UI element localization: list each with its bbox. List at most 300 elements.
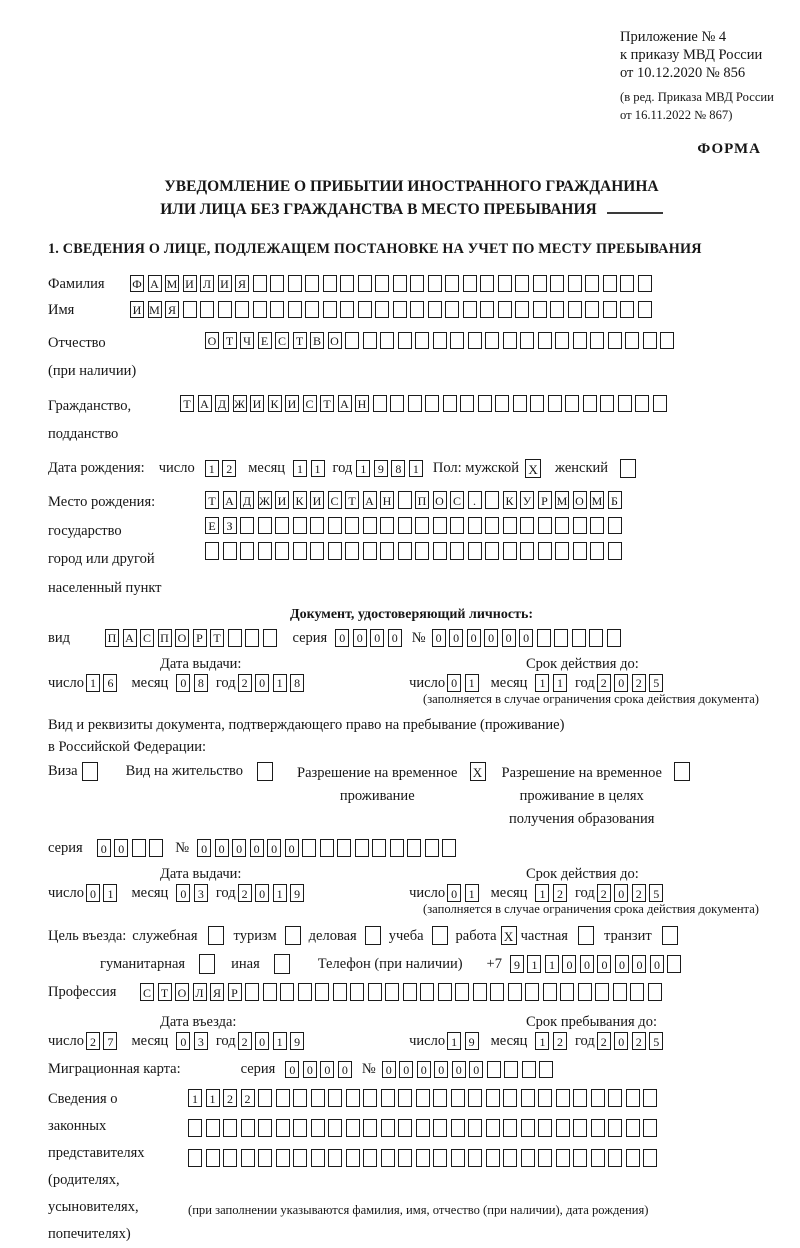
form-cell[interactable]	[253, 275, 267, 293]
birth-day-cells[interactable]	[205, 460, 237, 478]
form-cell[interactable]	[450, 517, 464, 535]
form-cell[interactable]: 2	[597, 674, 611, 692]
form-cell[interactable]	[420, 983, 434, 1001]
form-cell[interactable]: .	[468, 491, 482, 509]
form-cell[interactable]	[556, 1089, 570, 1107]
form-cell[interactable]	[433, 1119, 447, 1137]
form-cell[interactable]	[228, 629, 242, 647]
entry-year-cells[interactable]	[238, 1032, 305, 1050]
form-cell[interactable]: 0	[467, 629, 481, 647]
form-cell[interactable]	[415, 542, 429, 560]
form-cell[interactable]: 0	[614, 1032, 628, 1050]
form-cell[interactable]	[276, 1119, 290, 1137]
form-cell[interactable]	[381, 1119, 395, 1137]
form-cell[interactable]	[521, 1089, 535, 1107]
form-cell[interactable]	[573, 1089, 587, 1107]
permit-valid-year-cells[interactable]	[597, 884, 664, 902]
form-cell[interactable]: 5	[649, 884, 663, 902]
form-cell[interactable]	[381, 1149, 395, 1167]
form-cell[interactable]: Р	[538, 491, 552, 509]
form-cell[interactable]: 1	[103, 884, 117, 902]
form-cell[interactable]: С	[328, 491, 342, 509]
form-cell[interactable]	[358, 275, 372, 293]
form-cell[interactable]: 1	[188, 1089, 202, 1107]
form-cell[interactable]: 9	[374, 460, 388, 478]
form-cell[interactable]: 0	[303, 1061, 317, 1079]
form-cell[interactable]	[572, 629, 586, 647]
form-cell[interactable]	[503, 1149, 517, 1167]
form-cell[interactable]: 0	[382, 1061, 396, 1079]
form-cell[interactable]	[607, 629, 621, 647]
form-cell[interactable]	[320, 839, 334, 857]
form-cell[interactable]	[132, 839, 146, 857]
doc-issue-year-cells[interactable]	[238, 674, 305, 692]
form-cell[interactable]	[603, 275, 617, 293]
form-cell[interactable]: 1	[553, 674, 567, 692]
form-cell[interactable]	[560, 983, 574, 1001]
form-cell[interactable]	[538, 542, 552, 560]
form-cell[interactable]: 0	[197, 839, 211, 857]
form-cell[interactable]	[432, 926, 448, 946]
purpose-tourism-checkbox[interactable]	[285, 926, 301, 946]
birthplace-row2-cells[interactable]	[205, 517, 622, 535]
form-cell[interactable]: 0	[615, 955, 629, 973]
form-cell[interactable]: 1	[86, 674, 100, 692]
form-cell[interactable]	[573, 1119, 587, 1137]
form-cell[interactable]: 0	[338, 1061, 352, 1079]
form-cell[interactable]: О	[573, 491, 587, 509]
form-cell[interactable]: М	[590, 491, 604, 509]
form-cell[interactable]: 1	[447, 1032, 461, 1050]
form-cell[interactable]	[555, 542, 569, 560]
permit-number-cells[interactable]	[197, 839, 456, 857]
form-cell[interactable]: 1	[409, 460, 423, 478]
form-cell[interactable]	[522, 1061, 536, 1079]
form-cell[interactable]: 0	[447, 674, 461, 692]
form-cell[interactable]: 5	[649, 1032, 663, 1050]
form-cell[interactable]	[643, 1119, 657, 1137]
form-cell[interactable]	[503, 332, 517, 350]
form-cell[interactable]	[275, 542, 289, 560]
form-cell[interactable]	[380, 542, 394, 560]
form-cell[interactable]	[288, 301, 302, 319]
form-cell[interactable]	[311, 1089, 325, 1107]
form-cell[interactable]	[323, 275, 337, 293]
form-cell[interactable]: 3	[194, 884, 208, 902]
form-cell[interactable]	[385, 983, 399, 1001]
form-cell[interactable]	[415, 332, 429, 350]
form-cell[interactable]	[589, 629, 603, 647]
form-cell[interactable]	[674, 762, 690, 782]
citizenship-cells[interactable]	[180, 395, 667, 413]
form-cell[interactable]: 0	[449, 629, 463, 647]
residence-permit-checkbox[interactable]	[257, 762, 273, 782]
form-cell[interactable]	[583, 395, 597, 413]
form-cell[interactable]	[608, 1149, 622, 1167]
form-cell[interactable]	[568, 275, 582, 293]
form-cell[interactable]	[485, 542, 499, 560]
form-cell[interactable]: 0	[434, 1061, 448, 1079]
form-cell[interactable]	[455, 983, 469, 1001]
form-cell[interactable]: Ф	[130, 275, 144, 293]
form-cell[interactable]	[310, 542, 324, 560]
form-cell[interactable]: И	[250, 395, 264, 413]
birth-year-cells[interactable]	[356, 460, 423, 478]
form-cell[interactable]: 6	[103, 674, 117, 692]
form-cell[interactable]	[410, 301, 424, 319]
form-cell[interactable]	[608, 517, 622, 535]
form-cell[interactable]	[539, 1061, 553, 1079]
birthplace-row1-cells[interactable]	[205, 491, 622, 509]
form-cell[interactable]: 0	[215, 839, 229, 857]
form-cell[interactable]	[543, 983, 557, 1001]
form-cell[interactable]	[556, 1149, 570, 1167]
form-cell[interactable]	[503, 1089, 517, 1107]
form-cell[interactable]	[346, 1149, 360, 1167]
form-cell[interactable]	[363, 1119, 377, 1137]
form-cell[interactable]	[410, 275, 424, 293]
form-cell[interactable]: 0	[580, 955, 594, 973]
form-cell[interactable]	[398, 491, 412, 509]
form-cell[interactable]: 0	[114, 839, 128, 857]
form-cell[interactable]	[442, 839, 456, 857]
form-cell[interactable]: П	[105, 629, 119, 647]
form-cell[interactable]	[258, 1149, 272, 1167]
birthplace-row3-cells[interactable]	[205, 542, 622, 560]
form-cell[interactable]	[398, 517, 412, 535]
form-cell[interactable]	[223, 542, 237, 560]
form-cell[interactable]: X	[525, 459, 541, 479]
form-cell[interactable]	[480, 275, 494, 293]
form-cell[interactable]	[425, 839, 439, 857]
form-cell[interactable]	[298, 983, 312, 1001]
form-cell[interactable]: 0	[519, 629, 533, 647]
form-cell[interactable]: 0	[250, 839, 264, 857]
form-cell[interactable]	[305, 275, 319, 293]
migration-number-cells[interactable]	[382, 1061, 554, 1079]
form-cell[interactable]: 1	[205, 460, 219, 478]
form-cell[interactable]: 0	[417, 1061, 431, 1079]
form-cell[interactable]	[346, 1119, 360, 1137]
form-cell[interactable]	[200, 301, 214, 319]
form-cell[interactable]	[608, 1089, 622, 1107]
form-cell[interactable]: Т	[293, 332, 307, 350]
form-cell[interactable]: 0	[335, 629, 349, 647]
form-cell[interactable]	[487, 1061, 501, 1079]
stay-year-cells[interactable]	[597, 1032, 664, 1050]
form-cell[interactable]: Т	[223, 332, 237, 350]
form-cell[interactable]: Е	[205, 517, 219, 535]
permit-series-cells[interactable]	[97, 839, 164, 857]
form-cell[interactable]	[183, 301, 197, 319]
form-cell[interactable]: К	[268, 395, 282, 413]
form-cell[interactable]	[293, 517, 307, 535]
form-cell[interactable]	[626, 1089, 640, 1107]
form-cell[interactable]	[328, 517, 342, 535]
form-cell[interactable]	[340, 301, 354, 319]
purpose-study-checkbox[interactable]	[432, 926, 448, 946]
form-cell[interactable]: 1	[535, 1032, 549, 1050]
form-cell[interactable]	[554, 629, 568, 647]
form-cell[interactable]: 8	[194, 674, 208, 692]
form-cell[interactable]	[508, 983, 522, 1001]
form-cell[interactable]	[280, 983, 294, 1001]
form-cell[interactable]	[591, 1089, 605, 1107]
form-cell[interactable]	[285, 926, 301, 946]
form-cell[interactable]	[390, 395, 404, 413]
form-cell[interactable]: 0	[388, 629, 402, 647]
form-cell[interactable]	[613, 983, 627, 1001]
form-cell[interactable]: 2	[632, 1032, 646, 1050]
permit-issue-month-cells[interactable]	[176, 884, 208, 902]
stay-day-cells[interactable]	[447, 1032, 479, 1050]
form-cell[interactable]	[556, 1119, 570, 1137]
form-cell[interactable]	[258, 1119, 272, 1137]
form-cell[interactable]	[398, 1119, 412, 1137]
purpose-work-checkbox[interactable]	[501, 926, 517, 946]
form-cell[interactable]	[463, 301, 477, 319]
form-cell[interactable]: 0	[267, 839, 281, 857]
form-cell[interactable]	[363, 542, 377, 560]
form-cell[interactable]: Л	[200, 275, 214, 293]
form-cell[interactable]	[490, 983, 504, 1001]
form-cell[interactable]	[258, 517, 272, 535]
form-cell[interactable]	[425, 395, 439, 413]
permit-issue-day-cells[interactable]	[86, 884, 118, 902]
purpose-humanitarian-checkbox[interactable]	[199, 954, 215, 974]
form-cell[interactable]	[258, 542, 272, 560]
form-cell[interactable]: З	[223, 517, 237, 535]
form-cell[interactable]	[270, 275, 284, 293]
form-cell[interactable]	[533, 275, 547, 293]
form-cell[interactable]	[460, 395, 474, 413]
form-cell[interactable]	[590, 332, 604, 350]
form-cell[interactable]	[620, 275, 634, 293]
form-cell[interactable]	[257, 762, 273, 782]
stay-month-cells[interactable]	[535, 1032, 567, 1050]
form-cell[interactable]: Т	[345, 491, 359, 509]
form-cell[interactable]	[390, 839, 404, 857]
form-cell[interactable]: А	[148, 275, 162, 293]
form-cell[interactable]	[263, 983, 277, 1001]
form-cell[interactable]: 0	[502, 629, 516, 647]
form-cell[interactable]	[573, 332, 587, 350]
form-cell[interactable]: И	[183, 275, 197, 293]
form-cell[interactable]	[443, 395, 457, 413]
form-cell[interactable]	[274, 954, 290, 974]
form-cell[interactable]	[485, 491, 499, 509]
form-cell[interactable]: 1	[535, 884, 549, 902]
form-cell[interactable]	[398, 1089, 412, 1107]
form-cell[interactable]: 0	[176, 674, 190, 692]
form-cell[interactable]	[416, 1149, 430, 1167]
form-cell[interactable]	[548, 395, 562, 413]
form-cell[interactable]: X	[501, 926, 517, 946]
form-cell[interactable]: М	[165, 275, 179, 293]
form-cell[interactable]	[530, 395, 544, 413]
form-cell[interactable]: 1	[535, 674, 549, 692]
form-cell[interactable]: А	[338, 395, 352, 413]
permit-issue-year-cells[interactable]	[238, 884, 305, 902]
form-cell[interactable]	[310, 517, 324, 535]
form-cell[interactable]: 1	[206, 1089, 220, 1107]
form-cell[interactable]	[630, 983, 644, 1001]
form-cell[interactable]	[205, 542, 219, 560]
form-cell[interactable]	[550, 275, 564, 293]
form-cell[interactable]: Т	[205, 491, 219, 509]
form-cell[interactable]: 1	[527, 955, 541, 973]
form-cell[interactable]	[653, 395, 667, 413]
form-cell[interactable]: М	[555, 491, 569, 509]
birth-month-cells[interactable]	[293, 460, 325, 478]
form-cell[interactable]: 0	[285, 839, 299, 857]
form-cell[interactable]	[245, 629, 259, 647]
form-cell[interactable]: 0	[447, 884, 461, 902]
form-cell[interactable]	[626, 1149, 640, 1167]
form-cell[interactable]	[188, 1149, 202, 1167]
permit-valid-month-cells[interactable]	[535, 884, 567, 902]
form-cell[interactable]: 0	[176, 884, 190, 902]
form-cell[interactable]	[240, 542, 254, 560]
temp-permit-checkbox[interactable]	[470, 762, 486, 782]
form-cell[interactable]	[451, 1089, 465, 1107]
form-cell[interactable]	[365, 926, 381, 946]
doc-valid-year-cells[interactable]	[597, 674, 664, 692]
sex-female-checkbox[interactable]	[620, 459, 636, 479]
form-cell[interactable]	[521, 1119, 535, 1137]
form-cell[interactable]	[328, 1149, 342, 1167]
form-cell[interactable]: Я	[210, 983, 224, 1001]
form-cell[interactable]: 2	[241, 1089, 255, 1107]
form-cell[interactable]	[620, 301, 634, 319]
form-cell[interactable]	[305, 301, 319, 319]
form-cell[interactable]	[428, 275, 442, 293]
form-cell[interactable]: 0	[86, 884, 100, 902]
form-cell[interactable]	[258, 1089, 272, 1107]
form-cell[interactable]: 1	[356, 460, 370, 478]
form-cell[interactable]	[311, 1149, 325, 1167]
form-cell[interactable]	[328, 1119, 342, 1137]
form-cell[interactable]	[468, 517, 482, 535]
form-cell[interactable]: О	[205, 332, 219, 350]
form-cell[interactable]	[595, 983, 609, 1001]
form-cell[interactable]	[433, 542, 447, 560]
form-cell[interactable]: 0	[632, 955, 646, 973]
form-cell[interactable]: 1	[273, 884, 287, 902]
form-cell[interactable]	[363, 332, 377, 350]
form-cell[interactable]	[218, 301, 232, 319]
form-cell[interactable]: 5	[649, 674, 663, 692]
form-cell[interactable]: 0	[370, 629, 384, 647]
form-cell[interactable]: С	[140, 983, 154, 1001]
permit-valid-day-cells[interactable]	[447, 884, 479, 902]
form-cell[interactable]	[498, 275, 512, 293]
form-cell[interactable]	[660, 332, 674, 350]
form-cell[interactable]	[450, 542, 464, 560]
firstname-cells[interactable]	[130, 301, 652, 319]
form-cell[interactable]	[635, 395, 649, 413]
form-cell[interactable]: С	[140, 629, 154, 647]
form-cell[interactable]: С	[275, 332, 289, 350]
form-cell[interactable]: 2	[238, 1032, 252, 1050]
form-cell[interactable]: 0	[232, 839, 246, 857]
form-cell[interactable]	[451, 1119, 465, 1137]
patronymic-cells[interactable]	[205, 332, 674, 350]
form-cell[interactable]	[550, 301, 564, 319]
form-cell[interactable]: 2	[632, 674, 646, 692]
form-cell[interactable]	[375, 275, 389, 293]
form-cell[interactable]: Т	[320, 395, 334, 413]
form-cell[interactable]	[350, 983, 364, 1001]
form-cell[interactable]: 3	[194, 1032, 208, 1050]
form-cell[interactable]: 2	[597, 884, 611, 902]
form-cell[interactable]	[638, 301, 652, 319]
form-cell[interactable]	[241, 1149, 255, 1167]
form-cell[interactable]: 2	[222, 460, 236, 478]
form-cell[interactable]	[521, 1149, 535, 1167]
form-cell[interactable]	[463, 275, 477, 293]
form-cell[interactable]	[245, 983, 259, 1001]
form-cell[interactable]	[533, 301, 547, 319]
form-cell[interactable]: Б	[608, 491, 622, 509]
form-cell[interactable]	[538, 1149, 552, 1167]
form-cell[interactable]	[428, 301, 442, 319]
form-cell[interactable]: 0	[353, 629, 367, 647]
form-cell[interactable]	[638, 275, 652, 293]
form-cell[interactable]	[82, 762, 98, 782]
form-cell[interactable]	[380, 332, 394, 350]
form-cell[interactable]	[206, 1149, 220, 1167]
form-cell[interactable]: Н	[355, 395, 369, 413]
form-cell[interactable]: 0	[176, 1032, 190, 1050]
form-cell[interactable]	[478, 395, 492, 413]
entry-month-cells[interactable]	[176, 1032, 208, 1050]
form-cell[interactable]	[585, 275, 599, 293]
form-cell[interactable]: И	[275, 491, 289, 509]
form-cell[interactable]: 0	[255, 674, 269, 692]
form-cell[interactable]	[468, 1149, 482, 1167]
form-cell[interactable]: Т	[180, 395, 194, 413]
form-cell[interactable]: 1	[273, 674, 287, 692]
form-cell[interactable]	[345, 542, 359, 560]
form-cell[interactable]	[363, 1089, 377, 1107]
form-cell[interactable]	[495, 395, 509, 413]
form-cell[interactable]	[591, 1119, 605, 1137]
form-cell[interactable]	[537, 629, 551, 647]
form-cell[interactable]	[416, 1089, 430, 1107]
form-cell[interactable]	[276, 1089, 290, 1107]
form-cell[interactable]	[398, 542, 412, 560]
form-cell[interactable]: О	[175, 983, 189, 1001]
form-cell[interactable]: 0	[399, 1061, 413, 1079]
form-cell[interactable]	[468, 542, 482, 560]
form-cell[interactable]	[263, 629, 277, 647]
form-cell[interactable]: 7	[103, 1032, 117, 1050]
form-cell[interactable]	[585, 301, 599, 319]
form-cell[interactable]	[293, 1149, 307, 1167]
form-cell[interactable]	[270, 301, 284, 319]
form-cell[interactable]	[328, 1089, 342, 1107]
form-cell[interactable]	[643, 1149, 657, 1167]
form-cell[interactable]	[433, 1089, 447, 1107]
form-cell[interactable]	[538, 1089, 552, 1107]
form-cell[interactable]	[608, 542, 622, 560]
phone-cells[interactable]	[510, 955, 682, 973]
form-cell[interactable]: Н	[380, 491, 394, 509]
form-cell[interactable]	[620, 459, 636, 479]
form-cell[interactable]	[485, 332, 499, 350]
form-cell[interactable]	[241, 1119, 255, 1137]
